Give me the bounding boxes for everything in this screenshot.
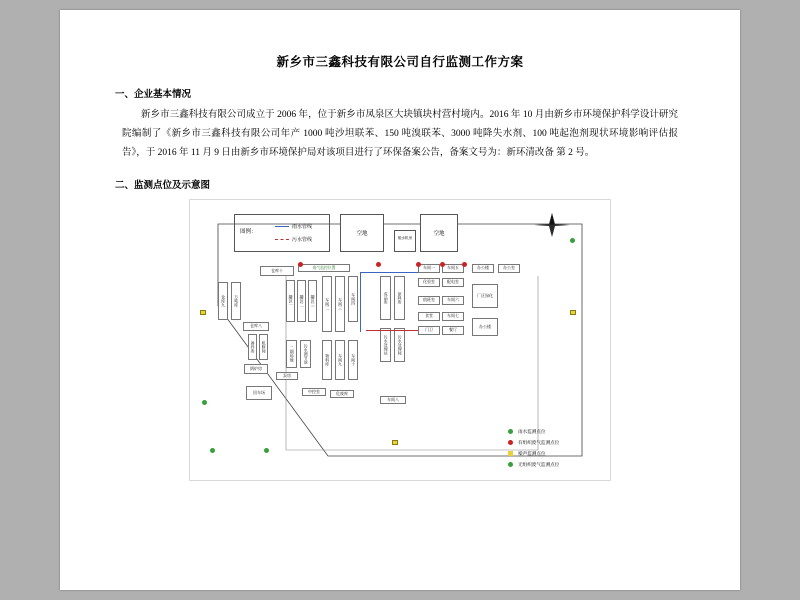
building-finished-goods-store: 成品库 bbox=[380, 276, 391, 320]
page-title: 新乡市三鑫科技有限公司自行监测工作方案 bbox=[276, 55, 524, 69]
building-plant-greening: 厂区绿化 bbox=[472, 284, 498, 308]
dehydration-room: 脱水机房 bbox=[394, 230, 416, 252]
building-tank-area-2: 罐区二 bbox=[297, 280, 306, 322]
monitoring-point-legend bbox=[506, 426, 602, 470]
document-page bbox=[60, 10, 740, 590]
monitor-point-exhaust-4[interactable] bbox=[440, 262, 445, 267]
building-raw-material-store: 原料库 bbox=[394, 276, 405, 320]
building-office-room: 办公室 bbox=[498, 264, 520, 273]
legend-label-sewage: 污水管线 bbox=[292, 238, 313, 243]
building-canteen: 食堂 bbox=[418, 312, 440, 321]
building-repair-room: 机修间 bbox=[259, 334, 268, 360]
legend-title: 图例： bbox=[240, 229, 257, 235]
building-workshop-4: 车间四 bbox=[348, 276, 358, 322]
monitor-point-rainwater-1[interactable] bbox=[570, 238, 575, 243]
building-spare-parts: 备件库 bbox=[248, 334, 257, 360]
building-hazardous-waste-store: 危废库 bbox=[330, 390, 354, 398]
building-wastewater-treatment-room: 污水处理间 bbox=[394, 328, 405, 362]
building-pump-room: 泵房 bbox=[276, 372, 298, 380]
building-office-building-1: 办公楼 bbox=[472, 264, 494, 273]
legend-label-rainwater: 雨水管线 bbox=[292, 225, 313, 230]
yellow-square-icon bbox=[508, 451, 513, 456]
open-area-1: 空地 bbox=[340, 214, 384, 252]
building-lab: 化验室 bbox=[418, 278, 440, 287]
building-workshop-9: 车间九 bbox=[335, 340, 345, 380]
legend-point-exhaust: 有组织废气监测点位 bbox=[506, 437, 602, 448]
building-office-building-2: 办公楼 bbox=[472, 318, 498, 336]
building-workshop-2: 车间二 bbox=[322, 276, 332, 332]
monitor-point-noise-2[interactable] bbox=[570, 310, 576, 315]
legend-point-fugitive: 无组织废气监测点位 bbox=[506, 459, 602, 470]
map-legend bbox=[234, 214, 330, 252]
monitor-point-exhaust-5[interactable] bbox=[462, 262, 467, 267]
exhaust-monitor-position: 废气监控位置 bbox=[298, 264, 350, 272]
building-workshop-3: 车间三 bbox=[335, 276, 345, 332]
monitor-point-exhaust-1[interactable] bbox=[298, 262, 303, 267]
building-warehouse-8: 仓库八 bbox=[243, 322, 269, 331]
building-workshop-8: 车间八 bbox=[380, 396, 406, 404]
section-heading-2: 二、监测点位及示意图 bbox=[115, 181, 211, 191]
building-wastewater-equalization-tank: 污水调节池 bbox=[300, 340, 311, 368]
building-warehouse-10: 仓库十 bbox=[260, 266, 294, 276]
sewage-line-swatch bbox=[275, 239, 289, 240]
building-workshop-10: 车间十 bbox=[348, 340, 358, 380]
monitor-point-rainwater-4[interactable] bbox=[210, 448, 215, 453]
building-material-store: 物料库 bbox=[322, 340, 332, 380]
monitor-point-exhaust-3[interactable] bbox=[416, 262, 421, 267]
body-paragraph: 新乡市三鑫科技有限公司成立于 2006 年，位于新乡市凤泉区大块镇块村营村境内。2016 年 10 月由新乡市环境保护科学设计研究院编制了《新乡市三鑫科技有限公司年产 1000 吨沙坦联苯、150 吨溴联苯、3000 吨降失水剂、100 吨起泡剂现状环境影响评估报告》，于 2016 年 11 月 9 日由新乡市环境保护局对该项目进行了环保备案公告，备案文号为：新环清改备 第 2 号。 bbox=[122, 110, 678, 158]
compass-icon bbox=[530, 212, 574, 238]
building-turnaround-yard: 回车场 bbox=[246, 386, 272, 400]
building-tenthousand-store: 万吨库 bbox=[231, 282, 241, 320]
monitor-point-rainwater-5[interactable] bbox=[264, 448, 269, 453]
rainwater-pipeline-1 bbox=[360, 272, 418, 273]
building-dining-hall: 餐厅 bbox=[442, 326, 464, 335]
building-tank-area-1: 罐区一 bbox=[286, 280, 295, 322]
red-dot-icon bbox=[508, 440, 513, 445]
green-dot-icon-2 bbox=[508, 462, 513, 467]
building-duty-room: 值班室 bbox=[418, 296, 440, 305]
monitor-point-noise-3[interactable] bbox=[392, 440, 398, 445]
building-gatehouse: 门卫 bbox=[418, 326, 440, 335]
section-heading-1: 一、企业基本情况 bbox=[115, 90, 192, 100]
building-workshop-7: 车间七 bbox=[442, 312, 464, 321]
building-workshop-1: 车间一 bbox=[418, 264, 440, 273]
sewage-pipeline-1 bbox=[366, 330, 418, 331]
legend-point-rainwater: 雨水监测点位 bbox=[506, 426, 602, 437]
building-control-room: 中控室 bbox=[302, 388, 326, 396]
building-warehouse-9: 仓库九 bbox=[218, 282, 228, 320]
building-boiler-room: 锅炉房 bbox=[244, 364, 268, 374]
rainwater-line-swatch bbox=[275, 226, 289, 227]
building-wastewater-treatment-station: 污水处理站 bbox=[380, 328, 391, 362]
green-dot-icon bbox=[508, 429, 513, 434]
building-workshop-5: 车间五 bbox=[442, 264, 464, 273]
legend-point-noise: 噪声监测点位 bbox=[506, 448, 602, 459]
open-area-2: 空地 bbox=[420, 214, 458, 252]
rainwater-pipeline-2 bbox=[360, 272, 361, 332]
building-power-room: 配电室 bbox=[442, 278, 464, 287]
site-layout-diagram bbox=[189, 199, 611, 481]
building-phase-2-site: 二期场地 bbox=[286, 340, 297, 368]
legend-item-sewage bbox=[275, 236, 312, 245]
monitor-point-noise-1[interactable] bbox=[200, 310, 206, 315]
building-tank-area-3: 罐区三 bbox=[308, 280, 317, 322]
building-workshop-6: 车间六 bbox=[442, 296, 464, 305]
monitor-point-rainwater-3[interactable] bbox=[202, 400, 207, 405]
monitor-point-exhaust-2[interactable] bbox=[376, 262, 381, 267]
legend-item-rainwater bbox=[275, 223, 312, 232]
